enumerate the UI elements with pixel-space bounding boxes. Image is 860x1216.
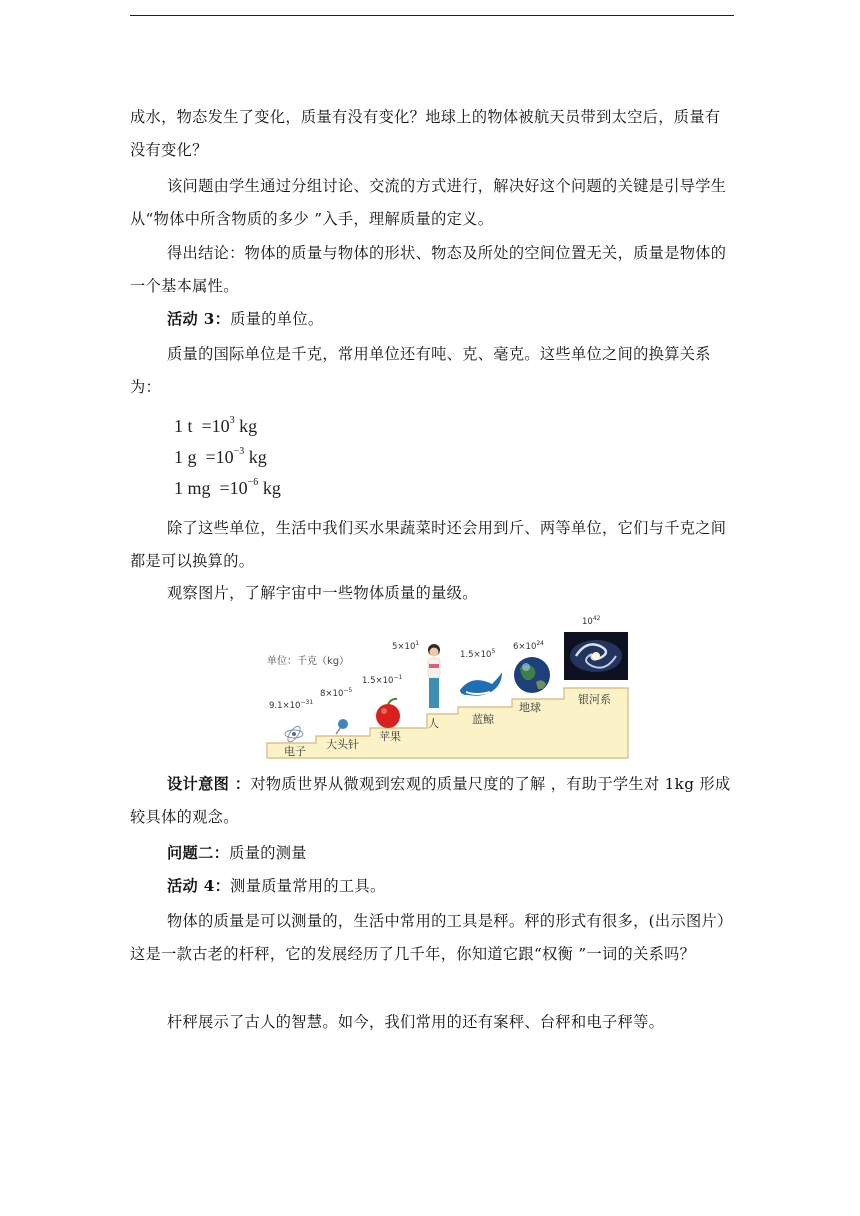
electron-value: $9.1\times 10^{-31}$ <box>269 699 314 711</box>
design-intent-text: 对物质世界从微观到宏观的质量尺度的了解 ，有助于学生对 1kg 形成较具体的观念。 <box>130 775 731 826</box>
person-icon <box>428 644 440 708</box>
paragraph-1: 成水，物态发生了变化，质量有没有变化？地球上的物体被航天员带到太空后，质量有没有变化？ <box>130 108 721 159</box>
formula-ton: 1 $t =10^3$ kg <box>174 415 258 436</box>
earth-value: $6\times 10^{24}$ <box>513 640 544 652</box>
header-rule <box>130 15 734 16</box>
activity-3-label: 活动 3： <box>167 310 231 328</box>
galaxy-value: $10^{42}$ <box>582 615 601 627</box>
paragraph-6: 观察图片，了解宇宙中一些物体质量的量级。 <box>167 584 478 602</box>
paragraph-2: 该问题由学生通过分组讨论、交流的方式进行，解决好这个问题的关键是引导学生从“物体中所含物质的多少 ”入手，理解质量的定义。 <box>130 177 727 228</box>
paragraph-7: 物体的质量是可以测量的，生活中常用的工具是秤。秤的形式有很多，(出示图片）这是一款古老的杆秤，它的发展经历了几千年，你知道它跟“权衡 ”一词的关系吗？ <box>130 912 733 963</box>
activity-4-text: 测量质量常用的工具。 <box>230 877 386 895</box>
apple-label: 苹果 <box>379 730 401 743</box>
paragraph-4: 质量的国际单位是千克，常用单位还有吨、克、毫克。这些单位之间的换算关系为： <box>130 345 711 396</box>
mass-scale-figure <box>262 612 630 760</box>
whale-value: $1.5\times 10^5$ <box>460 648 496 660</box>
question-2 <box>130 837 734 870</box>
apple-value: $1.5\times 10^{-1}$ <box>362 674 403 686</box>
paragraph-8: 杆秤展示了古人的智慧。如今，我们常用的还有案秤、台秤和电子秤等。 <box>167 1013 665 1031</box>
earth-icon <box>514 657 550 693</box>
earth-label: 地球 <box>519 701 541 714</box>
activity-3-text: 质量的单位。 <box>230 310 324 328</box>
electron-label: 电子 <box>284 745 306 758</box>
unit-label: 单位：千克（kg） <box>267 656 350 667</box>
question-2-text: 质量的测量 <box>229 844 307 862</box>
galaxy-label: 银河系 <box>578 693 611 706</box>
question-2-label: 问题二： <box>167 844 230 862</box>
person-value: $5\times 10^1$ <box>392 640 420 652</box>
activity-4 <box>130 870 734 903</box>
galaxy-icon <box>564 632 628 680</box>
paragraph-5: 除了这些单位，生活中我们买水果蔬菜时还会用到斤、两等单位，它们与千克之间都是可以换算的。 <box>130 519 727 570</box>
formula-gram: 1 $g =10^{-3}$ kg <box>174 446 267 467</box>
activity-3 <box>130 303 734 336</box>
design-intent-label: 设计意图 ： <box>167 775 251 793</box>
paragraph-3: 得出结论：物体的质量与物体的形状、物态及所处的空间位置无关，质量是物体的一个基本属性。 <box>130 244 727 295</box>
pin-value: $8\times 10^{-5}$ <box>320 687 353 699</box>
design-intent <box>130 768 734 834</box>
pin-label: 大头针 <box>326 738 359 751</box>
whale-label: 蓝鲸 <box>472 713 494 726</box>
activity-4-label: 活动 4： <box>167 877 231 895</box>
formula-milligram: 1 mg $=10^{-6}$ kg <box>174 477 281 498</box>
person-label: 人 <box>428 717 439 730</box>
